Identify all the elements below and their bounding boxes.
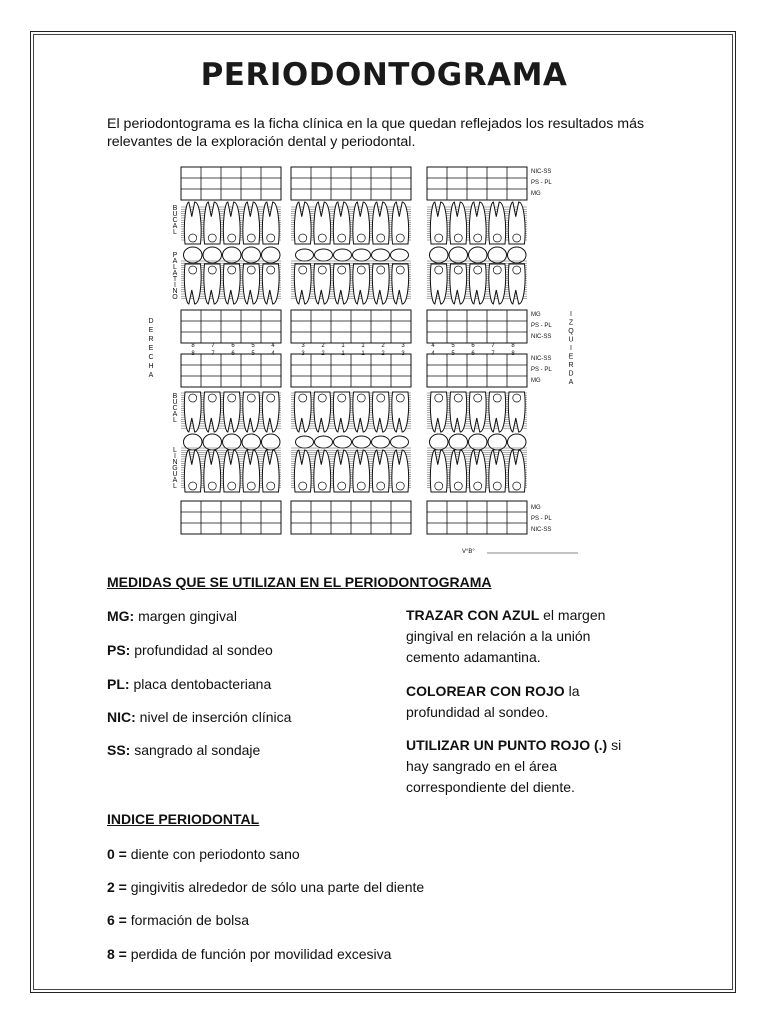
label-bucal-lower: B — [172, 393, 178, 400]
occlusal-shape — [296, 436, 314, 448]
label-palatino: T — [172, 276, 178, 283]
side-label-izquierda: Z — [568, 319, 574, 327]
tooth-number-circle — [396, 234, 404, 242]
index-item-6: 6 = formación de bolsa — [107, 912, 250, 928]
tooth-number: 6 — [471, 343, 475, 349]
tooth-number: 8 — [191, 343, 195, 349]
tooth-number: 4 — [271, 343, 275, 349]
tooth-number-circle — [435, 234, 443, 242]
label-bucal-lower: A — [172, 411, 178, 418]
tooth-number: 7 — [211, 351, 215, 357]
tooth-number: 3 — [301, 343, 305, 349]
instruction-blue: TRAZAR CON AZUL el margen gingival en relación a la unión cemento adamantina. — [406, 607, 606, 665]
tooth-number-circle — [474, 266, 482, 274]
measures-heading: MEDIDAS QUE SE UTILIZAN EN EL PERIODONTOGRAMA — [107, 574, 492, 590]
tooth-number: 3 — [301, 351, 305, 357]
measure-item-nic: NIC: nivel de inserción clínica — [107, 709, 292, 725]
row-label-mid-lower: PS - PL — [531, 367, 552, 373]
occlusal-shape — [262, 434, 281, 450]
row-label-mid-upper: MG — [531, 312, 541, 318]
tooth-number-circle — [189, 266, 197, 274]
periodontogram-chart — [135, 160, 595, 560]
tooth-number-circle — [189, 234, 197, 242]
label-palatino: A — [172, 258, 178, 265]
tooth-number-circle — [377, 394, 385, 402]
occlusal-shape — [391, 249, 409, 261]
side-label-izquierda: I — [570, 345, 572, 352]
grid-lower-block-2 — [427, 501, 527, 534]
tooth-number-circle — [493, 234, 501, 242]
page-title: PERIODONTOGRAMA — [200, 57, 568, 93]
tooth-number: 2 — [381, 351, 385, 357]
tooth-number: 4 — [271, 351, 275, 357]
occlusal-shape — [430, 247, 449, 263]
tooth-number: 3 — [401, 343, 405, 349]
row-label-upper: PS - PL — [531, 180, 552, 186]
occlusal-upper — [184, 247, 527, 263]
side-label-derecha: C — [148, 354, 154, 361]
side-label-derecha: H — [148, 363, 154, 370]
tooth-number: 3 — [401, 351, 405, 357]
tooth-number-circle — [435, 394, 443, 402]
teeth-upper-bucal — [184, 202, 525, 244]
side-label-izquierda: I — [570, 311, 572, 318]
tooth-number: 7 — [491, 343, 495, 349]
tooth-number-circle — [247, 234, 255, 242]
tooth-number-circle — [435, 266, 443, 274]
tooth-number: 4 — [431, 343, 435, 349]
instruction-red-color: COLOREAR CON ROJO la profundidad al sondeo. — [406, 683, 580, 720]
grid-upper-block-0 — [181, 167, 281, 200]
grid-border — [427, 501, 527, 534]
tooth-number: 2 — [321, 351, 325, 357]
row-label-mid-lower: MG — [531, 378, 541, 384]
tooth-number-circle — [299, 482, 307, 490]
measure-item-ss: SS: sangrado al sondaje — [107, 742, 261, 758]
occlusal-shape — [469, 434, 488, 450]
side-label-derecha: A — [148, 372, 154, 379]
side-label-izquierda: D — [568, 370, 574, 378]
tooth-number-circle — [318, 482, 326, 490]
tooth-number: 1 — [361, 351, 365, 357]
grid-mid-upper-block-1 — [291, 310, 411, 343]
tooth-number-circle — [318, 266, 326, 274]
tooth-number-circle — [377, 266, 385, 274]
tooth-number-circle — [208, 482, 216, 490]
label-bucal-lower: C — [172, 405, 178, 412]
occlusal-shape — [353, 436, 371, 448]
tooth-number-circle — [189, 482, 197, 490]
index-heading: INDICE PERIODONTAL — [107, 811, 260, 827]
tooth-number-circle — [267, 482, 275, 490]
tooth-number: 7 — [211, 343, 215, 349]
label-lingual: U — [172, 471, 178, 478]
tooth-number-circle — [247, 482, 255, 490]
tooth-number-circle — [513, 234, 521, 242]
tooth-number-circle — [338, 234, 346, 242]
tooth-number: 6 — [231, 343, 235, 349]
tooth-number-circle — [208, 394, 216, 402]
measure-item-mg: MG: margen gingival — [107, 608, 237, 624]
grid-border — [181, 501, 281, 534]
tooth-number-circle — [357, 394, 365, 402]
grid-upper-block-2 — [427, 167, 527, 200]
teeth-palatino — [184, 264, 525, 304]
tooth-number-circle — [189, 394, 197, 402]
side-label-derecha: E — [148, 345, 154, 352]
tooth-number-circle — [299, 234, 307, 242]
tooth-number-circle — [396, 266, 404, 274]
tooth-number-circle — [338, 394, 346, 402]
row-label-mid-lower: NIC-SS — [531, 356, 552, 362]
label-palatino: N — [172, 288, 178, 295]
tooth-number-circle — [228, 234, 236, 242]
row-label-upper: NIC-SS — [531, 169, 552, 175]
side-label-izquierda: E — [568, 353, 574, 361]
tooth-number-circle — [338, 266, 346, 274]
row-label-lower: MG — [531, 505, 541, 511]
side-label-derecha: E — [148, 327, 154, 334]
instruction-red-dot: UTILIZAR UN PUNTO ROJO (.) si hay sangrado en el área correspondiente del diente. — [406, 737, 622, 795]
label-bucal-lower: L — [173, 417, 177, 424]
label-bucal-upper: C — [172, 217, 178, 224]
grid-border — [181, 354, 281, 387]
tooth-number: 8 — [191, 351, 195, 357]
tooth-number-circle — [435, 482, 443, 490]
tooth-number: 5 — [251, 351, 255, 357]
tooth-number-circle — [357, 234, 365, 242]
occlusal-shape — [372, 436, 390, 448]
tooth-number: 1 — [341, 351, 345, 357]
teeth-lingual — [184, 450, 525, 492]
side-label-izquierda: R — [568, 362, 574, 369]
label-bucal-upper: A — [172, 223, 178, 230]
tooth-number-circle — [493, 266, 501, 274]
tooth-number-circle — [357, 266, 365, 274]
row-label-mid-upper: PS - PL — [531, 323, 552, 329]
tooth-number-circle — [377, 234, 385, 242]
occlusal-shape — [184, 247, 203, 263]
label-lingual: N — [172, 459, 178, 466]
occlusal-shape — [334, 249, 352, 261]
tooth-number-circle — [474, 234, 482, 242]
tooth-number-circle — [228, 482, 236, 490]
tooth-number-circle — [228, 394, 236, 402]
occlusal-shape — [372, 249, 390, 261]
label-palatino: A — [172, 270, 178, 277]
tooth-number-circle — [396, 394, 404, 402]
teeth-lower-bucal — [184, 392, 525, 432]
measure-item-pl: PL: placa dentobacteriana — [107, 676, 272, 692]
row-label-lower: NIC-SS — [531, 527, 552, 533]
grid-border — [181, 310, 281, 343]
label-palatino: P — [172, 252, 178, 259]
occlusal-shape — [449, 247, 468, 263]
grid-mid-lower-block-2 — [427, 354, 527, 387]
occlusal-shape — [184, 434, 203, 450]
tooth-number-circle — [377, 482, 385, 490]
grid-mid-lower-block-0 — [181, 354, 281, 387]
tooth-number-circle — [454, 266, 462, 274]
occlusal-shape — [203, 434, 222, 450]
tooth-number-circle — [318, 234, 326, 242]
tooth-number: 5 — [251, 343, 255, 349]
occlusal-shape — [315, 436, 333, 448]
label-lingual: G — [172, 465, 178, 472]
occlusal-shape — [488, 434, 507, 450]
occlusal-shape — [353, 249, 371, 261]
tooth-number: 4 — [431, 351, 435, 357]
measure-item-ps: PS: profundidad al sondeo — [107, 642, 273, 658]
tooth-number-circle — [493, 482, 501, 490]
tooth-number: 2 — [321, 343, 325, 349]
tooth-number-circle — [513, 394, 521, 402]
occlusal-shape — [391, 436, 409, 448]
grid-upper-block-1 — [291, 167, 411, 200]
tooth-number: 5 — [451, 351, 455, 357]
tooth-number-circle — [474, 482, 482, 490]
intro-paragraph: El periodontograma es la ficha clínica en la que quedan reflejados los resultados más relevantes de la exploración dental y periodontal. — [107, 116, 645, 150]
index-item-2: 2 = gingivitis alrededor de sólo una parte del diente — [107, 879, 425, 895]
tooth-number-circle — [247, 394, 255, 402]
occlusal-shape — [449, 434, 468, 450]
tooth-number: 1 — [361, 343, 365, 349]
grid-border — [427, 310, 527, 343]
tooth-number-circle — [474, 394, 482, 402]
grid-border — [427, 167, 527, 200]
label-lingual: L — [173, 483, 177, 490]
occlusal-shape — [223, 247, 242, 263]
label-palatino: O — [172, 294, 178, 301]
tooth-number-circle — [454, 394, 462, 402]
tooth-number-circle — [454, 234, 462, 242]
tooth-number-circle — [396, 482, 404, 490]
label-lingual: I — [174, 453, 176, 460]
tooth-number-circle — [267, 266, 275, 274]
tooth-number: 5 — [451, 343, 455, 349]
occlusal-shape — [508, 434, 527, 450]
tooth-number: 7 — [491, 351, 495, 357]
occlusal-shape — [508, 247, 527, 263]
side-label-derecha: R — [148, 336, 154, 343]
label-bucal-upper: U — [172, 211, 178, 218]
occlusal-shape — [203, 247, 222, 263]
label-bucal-lower: U — [172, 399, 178, 406]
grid-mid-upper-block-2 — [427, 310, 527, 343]
label-lingual: L — [173, 447, 177, 454]
row-label-lower: PS - PL — [531, 516, 552, 522]
tooth-number-circle — [208, 234, 216, 242]
tooth-number: 2 — [381, 343, 385, 349]
grid-border — [181, 167, 281, 200]
tooth-number-circle — [338, 482, 346, 490]
label-palatino: L — [173, 264, 177, 271]
tooth-number-circle — [493, 394, 501, 402]
occlusal-shape — [334, 436, 352, 448]
grid-mid-upper-block-0 — [181, 310, 281, 343]
signature-label: V°B° — [462, 549, 475, 555]
occlusal-shape — [469, 247, 488, 263]
tooth-number-circle — [247, 266, 255, 274]
tooth-number-circle — [228, 266, 236, 274]
tooth-number-circle — [267, 234, 275, 242]
grid-lower-block-1 — [291, 501, 411, 534]
label-palatino: I — [174, 282, 176, 289]
tooth-number-circle — [454, 482, 462, 490]
tooth-number-circle — [318, 394, 326, 402]
grid-mid-lower-block-1 — [291, 354, 411, 387]
occlusal-shape — [430, 434, 449, 450]
occlusal-shape — [242, 434, 261, 450]
tooth-number-circle — [208, 266, 216, 274]
occlusal-shape — [296, 249, 314, 261]
label-bucal-upper: L — [173, 229, 177, 236]
side-label-izquierda: U — [568, 336, 574, 344]
side-label-derecha: D — [148, 318, 154, 325]
tooth-number-circle — [357, 482, 365, 490]
tooth-number-circle — [299, 266, 307, 274]
row-label-mid-upper: NIC-SS — [531, 334, 552, 340]
occlusal-shape — [223, 434, 242, 450]
tooth-number-circle — [513, 482, 521, 490]
row-label-upper: MG — [531, 191, 541, 197]
index-item-0: 0 = diente con periodonto sano — [107, 846, 300, 862]
tooth-number: 6 — [471, 351, 475, 357]
occlusal-shape — [242, 247, 261, 263]
side-label-izquierda: A — [568, 379, 574, 386]
tooth-number: 1 — [341, 343, 345, 349]
occlusal-lower — [184, 434, 527, 450]
occlusal-shape — [262, 247, 281, 263]
grid-lower-block-0 — [181, 501, 281, 534]
grid-border — [427, 354, 527, 387]
occlusal-shape — [488, 247, 507, 263]
tooth-number-circle — [299, 394, 307, 402]
tooth-number-circle — [513, 266, 521, 274]
label-lingual: A — [172, 477, 178, 484]
tooth-number-circle — [267, 394, 275, 402]
occlusal-shape — [315, 249, 333, 261]
tooth-number: 8 — [511, 351, 515, 357]
label-bucal-upper: B — [172, 205, 178, 212]
tooth-number: 8 — [511, 343, 515, 349]
index-item-8: 8 = perdida de función por movilidad excesiva — [107, 946, 392, 962]
tooth-number: 6 — [231, 351, 235, 357]
side-label-izquierda: Q — [568, 328, 574, 335]
